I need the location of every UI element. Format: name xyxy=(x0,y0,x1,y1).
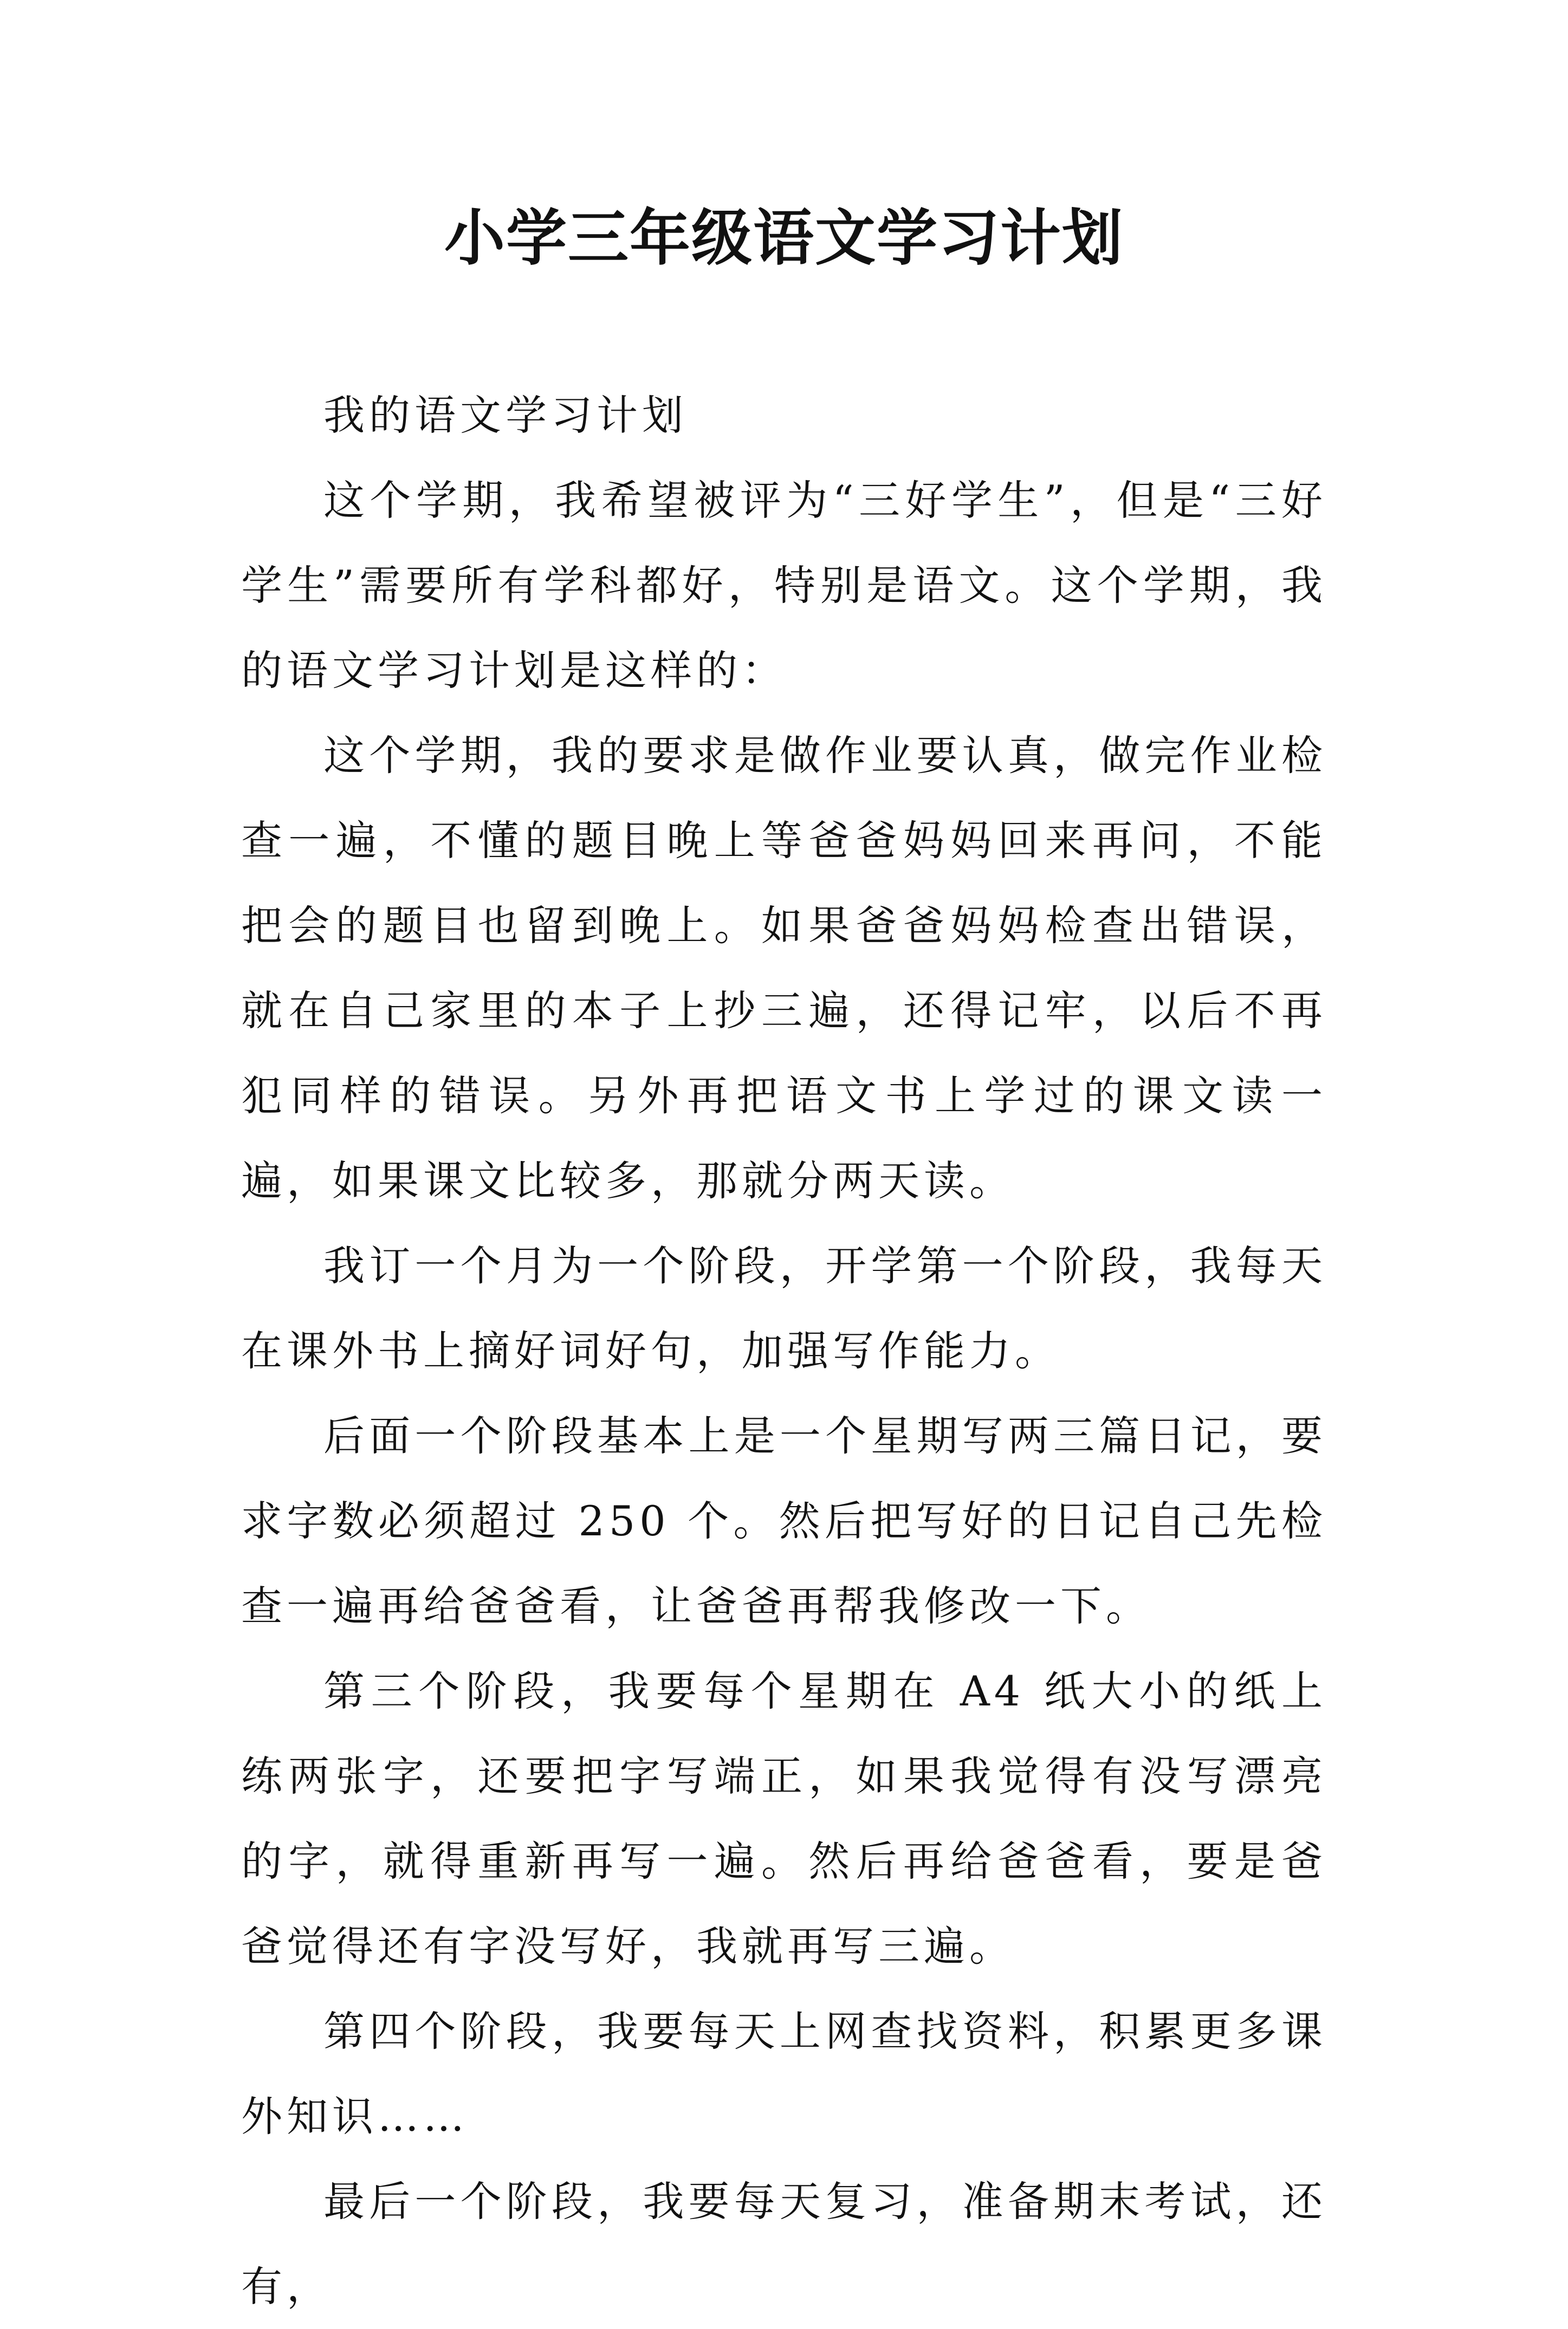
paragraph: 我订一个月为一个阶段，开学第一个阶段，我每天在课外书上摘好词好句，加强写作能力。 xyxy=(241,1242,1327,1375)
paragraph: 这个学期，我希望被评为“三好学生”，但是“三好学生”需要所有学科都好，特别是语文。这个学期，我的语文学习计划是这样的： xyxy=(241,476,1327,695)
paragraph: 这个学期，我的要求是做作业要认真，做完作业检查一遍，不懂的题目晚上等爸爸妈妈回来再问，不能把会的题目也留到晚上。如果爸爸妈妈检查出错误，就在自己家里的本子上抄三遍，还得记牢，以后不再犯同样的错误。另外再把语文书上学过的课文读一遍，如果课文比较多，那就分两天读。 xyxy=(241,731,1327,1205)
paragraph: 最后一个阶段，我要每天复习，准备期末考试，还有， xyxy=(241,2177,1327,2311)
paragraph-subtitle: 我的语文学习计划 xyxy=(323,391,688,439)
paragraph: 第四个阶段，我要每天上网查找资料，积累更多课外知识…… xyxy=(241,2007,1327,2140)
document-body xyxy=(241,373,1327,2329)
paragraph: 后面一个阶段基本上是一个星期写两三篇日记，要求字数必须超过 250 个。然后把写好的日记自己先检查一遍再给爸爸看，让爸爸再帮我修改一下。 xyxy=(241,1412,1327,1630)
paragraph: 第三个阶段，我要每个星期在 A4 纸大小的纸上练两张字，还要把字写端正，如果我觉得有没写漂亮的字，就得重新再写一遍。然后再给爸爸看，要是爸爸觉得还有字没写好，我就再写三遍。 xyxy=(241,1667,1327,1970)
document-title: 小学三年级语文学习计划 xyxy=(444,203,1124,274)
